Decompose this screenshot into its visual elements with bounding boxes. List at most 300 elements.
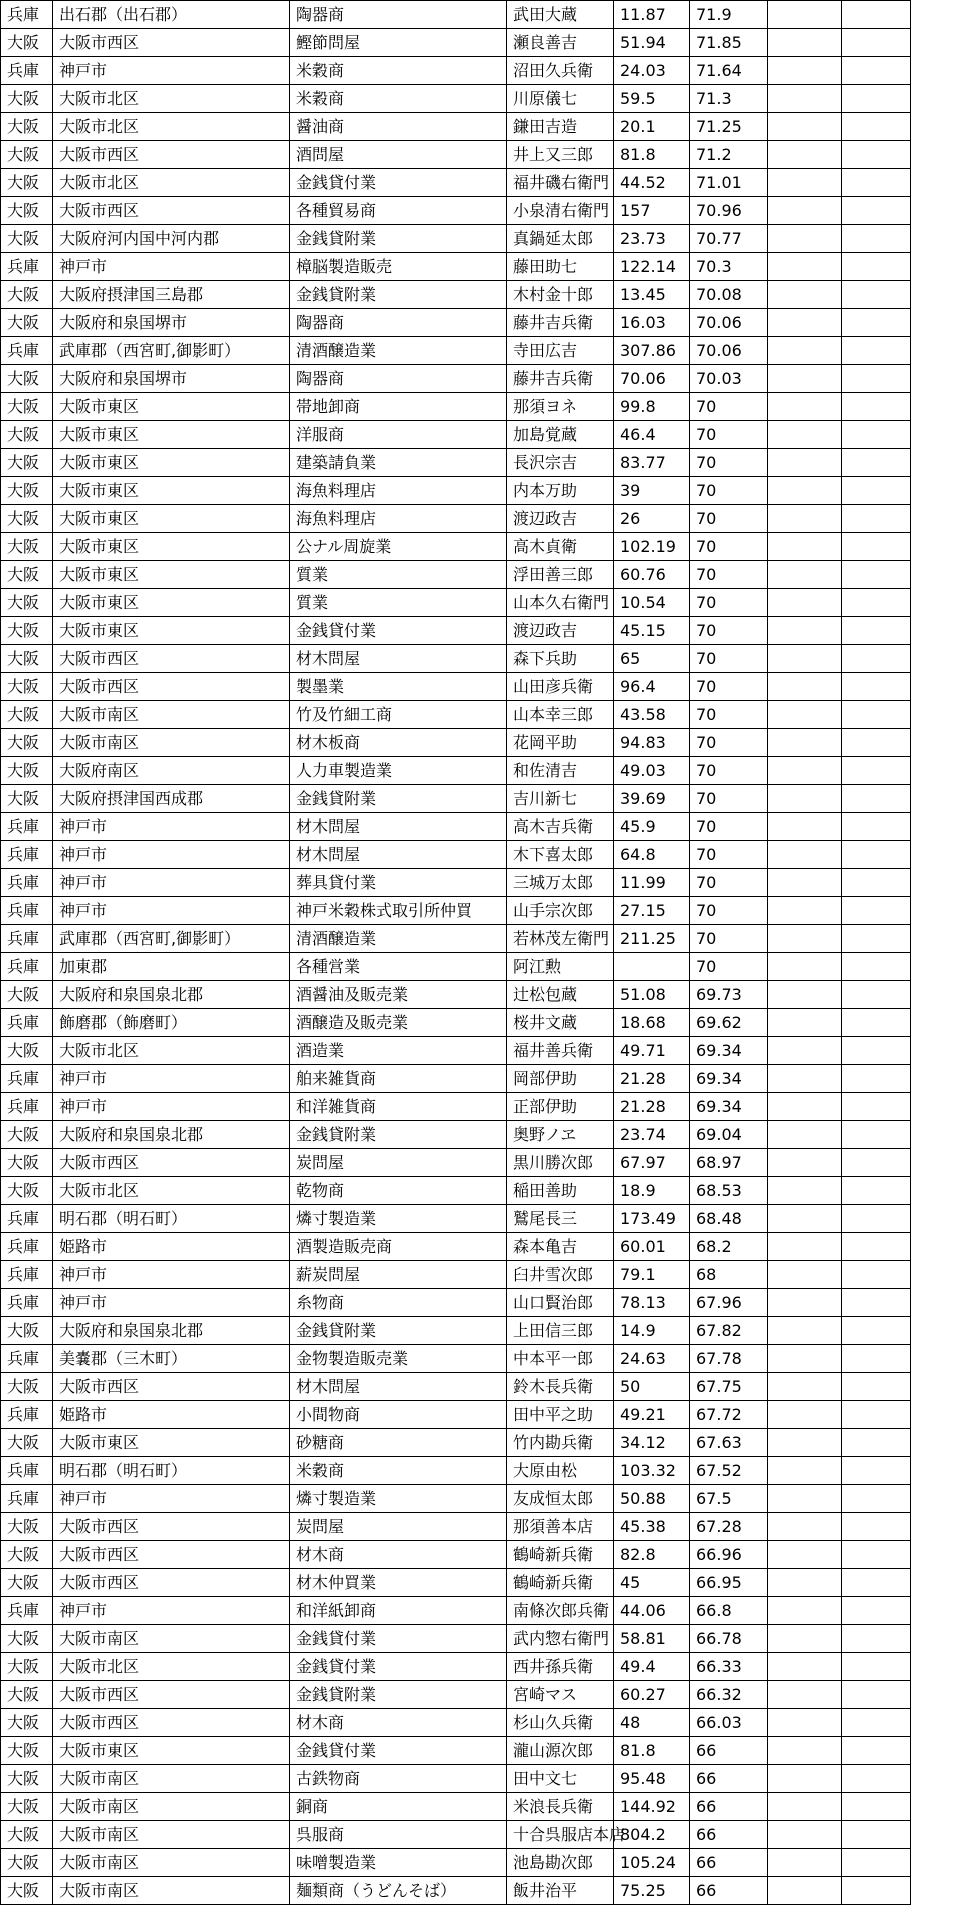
table-row — [1, 1, 911, 29]
score-cell: 70 — [690, 701, 768, 729]
prefecture-cell: 大阪 — [1, 365, 53, 393]
score-cell: 67.96 — [690, 1289, 768, 1317]
district-cell: 大阪市南区 — [53, 1793, 290, 1821]
value-cell: 144.92 — [614, 1793, 690, 1821]
empty-cell — [842, 1597, 911, 1625]
person-name-cell: 藤井吉兵衛 — [507, 365, 614, 393]
person-name-cell: 西井孫兵衛 — [507, 1653, 614, 1681]
score-cell: 69.34 — [690, 1093, 768, 1121]
value-cell: 81.8 — [614, 141, 690, 169]
empty-cell — [768, 897, 842, 925]
district-cell: 大阪市北区 — [53, 113, 290, 141]
empty-cell — [768, 1793, 842, 1821]
person-name-cell: 鷲尾長三 — [507, 1205, 614, 1233]
empty-cell — [842, 1149, 911, 1177]
prefecture-cell: 大阪 — [1, 1821, 53, 1849]
prefecture-cell: 兵庫 — [1, 1, 53, 29]
score-cell: 70.77 — [690, 225, 768, 253]
table-row — [1, 169, 911, 197]
person-name-cell: 藤井吉兵衛 — [507, 309, 614, 337]
business-cell: 金銭貸付業 — [290, 169, 507, 197]
person-name-cell: 寺田広吉 — [507, 337, 614, 365]
person-name-cell: 木村金十郎 — [507, 281, 614, 309]
empty-cell — [842, 1233, 911, 1261]
business-cell: 酒醸造及販売業 — [290, 1009, 507, 1037]
score-cell: 67.52 — [690, 1457, 768, 1485]
table-row — [1, 533, 911, 561]
value-cell: 75.25 — [614, 1877, 690, 1905]
empty-cell — [768, 505, 842, 533]
score-cell: 70.08 — [690, 281, 768, 309]
value-cell: 10.54 — [614, 589, 690, 617]
table-row — [1, 1177, 911, 1205]
value-cell: 50.88 — [614, 1485, 690, 1513]
person-name-cell: 中本平一郎 — [507, 1345, 614, 1373]
person-name-cell: 宮崎マス — [507, 1681, 614, 1709]
person-name-cell: 浮田善三郎 — [507, 561, 614, 589]
district-cell: 神戸市 — [53, 897, 290, 925]
value-cell: 24.03 — [614, 57, 690, 85]
empty-cell — [842, 869, 911, 897]
business-cell: 製墨業 — [290, 673, 507, 701]
district-cell: 大阪市東区 — [53, 1737, 290, 1765]
prefecture-cell: 大阪 — [1, 1765, 53, 1793]
score-cell: 69.62 — [690, 1009, 768, 1037]
person-name-cell: 米浪長兵衛 — [507, 1793, 614, 1821]
district-cell: 大阪府和泉国堺市 — [53, 365, 290, 393]
prefecture-cell: 大阪 — [1, 1513, 53, 1541]
empty-cell — [842, 1037, 911, 1065]
table-row — [1, 1821, 911, 1849]
value-cell: 70.06 — [614, 365, 690, 393]
prefecture-cell: 兵庫 — [1, 1205, 53, 1233]
value-cell: 34.12 — [614, 1429, 690, 1457]
person-name-cell: 田中平之助 — [507, 1401, 614, 1429]
empty-cell — [768, 1541, 842, 1569]
empty-cell — [842, 1261, 911, 1289]
district-cell: 大阪市西区 — [53, 1373, 290, 1401]
district-cell: 大阪市東区 — [53, 617, 290, 645]
district-cell: 大阪市南区 — [53, 1849, 290, 1877]
table-row — [1, 309, 911, 337]
score-cell: 68.97 — [690, 1149, 768, 1177]
business-cell: 乾物商 — [290, 1177, 507, 1205]
district-cell: 神戸市 — [53, 1093, 290, 1121]
district-cell: 神戸市 — [53, 1597, 290, 1625]
person-name-cell: 桜井文蔵 — [507, 1009, 614, 1037]
district-cell: 大阪市西区 — [53, 197, 290, 225]
prefecture-cell: 大阪 — [1, 85, 53, 113]
prefecture-cell: 兵庫 — [1, 925, 53, 953]
value-cell: 78.13 — [614, 1289, 690, 1317]
prefecture-cell: 兵庫 — [1, 1261, 53, 1289]
score-cell: 71.9 — [690, 1, 768, 29]
business-cell: 舶来雑貨商 — [290, 1065, 507, 1093]
person-name-cell: 山本幸三郎 — [507, 701, 614, 729]
business-cell: 神戸米穀株式取引所仲買 — [290, 897, 507, 925]
district-cell: 大阪市西区 — [53, 141, 290, 169]
business-cell: 金銭貸付業 — [290, 1737, 507, 1765]
table-row — [1, 757, 911, 785]
score-cell: 69.34 — [690, 1037, 768, 1065]
empty-cell — [768, 1093, 842, 1121]
business-cell: 海魚料理店 — [290, 477, 507, 505]
empty-cell — [842, 169, 911, 197]
score-cell: 70.96 — [690, 197, 768, 225]
empty-cell — [768, 673, 842, 701]
business-cell: 醤油商 — [290, 113, 507, 141]
prefecture-cell: 大阪 — [1, 673, 53, 701]
prefecture-cell: 兵庫 — [1, 57, 53, 85]
empty-cell — [842, 813, 911, 841]
prefecture-cell: 兵庫 — [1, 1233, 53, 1261]
table-row — [1, 925, 911, 953]
score-cell: 70.06 — [690, 337, 768, 365]
empty-cell — [842, 841, 911, 869]
business-cell: 金銭貸附業 — [290, 785, 507, 813]
value-cell: 27.15 — [614, 897, 690, 925]
empty-cell — [842, 729, 911, 757]
value-cell: 23.73 — [614, 225, 690, 253]
table-row — [1, 1709, 911, 1737]
district-cell: 神戸市 — [53, 253, 290, 281]
district-cell: 大阪市西区 — [53, 1541, 290, 1569]
empty-cell — [768, 1317, 842, 1345]
table-row — [1, 1569, 911, 1597]
business-cell: 炭問屋 — [290, 1149, 507, 1177]
prefecture-cell: 兵庫 — [1, 1065, 53, 1093]
business-cell: 清酒醸造業 — [290, 925, 507, 953]
score-cell: 66.8 — [690, 1597, 768, 1625]
value-cell: 49.21 — [614, 1401, 690, 1429]
business-cell: 建築請負業 — [290, 449, 507, 477]
district-cell: 神戸市 — [53, 57, 290, 85]
value-cell: 45.38 — [614, 1513, 690, 1541]
table-row — [1, 1317, 911, 1345]
value-cell: 173.49 — [614, 1205, 690, 1233]
business-cell: 酒製造販売商 — [290, 1233, 507, 1261]
score-cell: 70.03 — [690, 365, 768, 393]
business-cell: 燐寸製造業 — [290, 1205, 507, 1233]
business-cell: 金銭貸付業 — [290, 1653, 507, 1681]
table-row — [1, 1793, 911, 1821]
score-cell: 67.78 — [690, 1345, 768, 1373]
score-cell: 69.04 — [690, 1121, 768, 1149]
score-cell: 67.82 — [690, 1317, 768, 1345]
business-cell: 材木商 — [290, 1709, 507, 1737]
value-cell: 51.94 — [614, 29, 690, 57]
empty-cell — [842, 1625, 911, 1653]
business-cell: 和洋雑貨商 — [290, 1093, 507, 1121]
empty-cell — [768, 1457, 842, 1485]
person-name-cell: 三城万太郎 — [507, 869, 614, 897]
empty-cell — [768, 1037, 842, 1065]
table-row — [1, 337, 911, 365]
score-cell: 70 — [690, 505, 768, 533]
prefecture-cell: 大阪 — [1, 1317, 53, 1345]
value-cell — [614, 953, 690, 981]
district-cell: 大阪市東区 — [53, 1429, 290, 1457]
person-name-cell: 若林茂左衛門 — [507, 925, 614, 953]
value-cell: 16.03 — [614, 309, 690, 337]
business-cell: 金銭貸附業 — [290, 225, 507, 253]
empty-cell — [842, 477, 911, 505]
prefecture-cell: 大阪 — [1, 1625, 53, 1653]
person-name-cell: 那須善本店 — [507, 1513, 614, 1541]
person-name-cell: 福井善兵衛 — [507, 1037, 614, 1065]
business-cell: 樟脳製造販売 — [290, 253, 507, 281]
person-name-cell: 藤田助七 — [507, 253, 614, 281]
person-name-cell: 鶴崎新兵衛 — [507, 1541, 614, 1569]
empty-cell — [768, 337, 842, 365]
empty-cell — [768, 757, 842, 785]
district-cell: 大阪市北区 — [53, 1177, 290, 1205]
business-cell: 米穀商 — [290, 57, 507, 85]
empty-cell — [842, 449, 911, 477]
empty-cell — [842, 589, 911, 617]
value-cell: 102.19 — [614, 533, 690, 561]
table-row — [1, 421, 911, 449]
business-cell: 銅商 — [290, 1793, 507, 1821]
district-cell: 大阪府河内国中河内郡 — [53, 225, 290, 253]
empty-cell — [842, 1373, 911, 1401]
person-name-cell: 友成恒太郎 — [507, 1485, 614, 1513]
person-name-cell: 小泉清右衛門 — [507, 197, 614, 225]
score-cell: 70 — [690, 645, 768, 673]
value-cell: 99.8 — [614, 393, 690, 421]
prefecture-cell: 大阪 — [1, 617, 53, 645]
empty-cell — [768, 1009, 842, 1037]
score-cell: 71.25 — [690, 113, 768, 141]
prefecture-cell: 大阪 — [1, 645, 53, 673]
empty-cell — [768, 1261, 842, 1289]
empty-cell — [842, 1345, 911, 1373]
business-cell: 材木問屋 — [290, 841, 507, 869]
empty-cell — [768, 1429, 842, 1457]
empty-cell — [768, 1513, 842, 1541]
empty-cell — [842, 925, 911, 953]
district-cell: 大阪市東区 — [53, 589, 290, 617]
prefecture-cell: 大阪 — [1, 281, 53, 309]
person-name-cell: 鈴木長兵衛 — [507, 1373, 614, 1401]
district-cell: 神戸市 — [53, 1261, 290, 1289]
value-cell: 51.08 — [614, 981, 690, 1009]
table-row — [1, 1681, 911, 1709]
empty-cell — [842, 505, 911, 533]
empty-cell — [842, 1821, 911, 1849]
table-row — [1, 1877, 911, 1905]
person-name-cell: 沼田久兵衛 — [507, 57, 614, 85]
business-cell: 各種貿易商 — [290, 197, 507, 225]
prefecture-cell: 大阪 — [1, 1429, 53, 1457]
empty-cell — [842, 1737, 911, 1765]
district-cell: 大阪市南区 — [53, 1625, 290, 1653]
empty-cell — [768, 561, 842, 589]
business-cell: 麺類商（うどんそば） — [290, 1877, 507, 1905]
empty-cell — [842, 1429, 911, 1457]
score-cell: 69.73 — [690, 981, 768, 1009]
score-cell: 68 — [690, 1261, 768, 1289]
business-cell: 海魚料理店 — [290, 505, 507, 533]
district-cell: 加東郡 — [53, 953, 290, 981]
empty-cell — [768, 1821, 842, 1849]
empty-cell — [768, 645, 842, 673]
empty-cell — [768, 1737, 842, 1765]
table-row — [1, 1541, 911, 1569]
prefecture-cell: 兵庫 — [1, 869, 53, 897]
value-cell: 50 — [614, 1373, 690, 1401]
business-cell: 金物製造販売業 — [290, 1345, 507, 1373]
score-cell: 70 — [690, 673, 768, 701]
empty-cell — [842, 757, 911, 785]
business-cell: 材木板商 — [290, 729, 507, 757]
table-row — [1, 785, 911, 813]
district-cell: 大阪府和泉国堺市 — [53, 309, 290, 337]
business-cell: 炭問屋 — [290, 1513, 507, 1541]
business-cell: 公ナル周旋業 — [290, 533, 507, 561]
empty-cell — [768, 421, 842, 449]
score-cell: 66.95 — [690, 1569, 768, 1597]
table-row — [1, 1765, 911, 1793]
empty-cell — [768, 1121, 842, 1149]
empty-cell — [768, 85, 842, 113]
table-row — [1, 981, 911, 1009]
prefecture-cell: 大阪 — [1, 1709, 53, 1737]
business-cell: 燐寸製造業 — [290, 1485, 507, 1513]
table-row — [1, 897, 911, 925]
business-cell: 材木問屋 — [290, 645, 507, 673]
prefecture-cell: 大阪 — [1, 225, 53, 253]
district-cell: 大阪府和泉国泉北郡 — [53, 981, 290, 1009]
table-row — [1, 477, 911, 505]
empty-cell — [842, 1065, 911, 1093]
person-name-cell: 森下兵助 — [507, 645, 614, 673]
district-cell: 武庫郡（西宮町,御影町） — [53, 925, 290, 953]
table-row — [1, 1121, 911, 1149]
empty-cell — [842, 1205, 911, 1233]
person-name-cell: 那須ヨネ — [507, 393, 614, 421]
empty-cell — [768, 309, 842, 337]
empty-cell — [842, 29, 911, 57]
score-cell: 70 — [690, 729, 768, 757]
table-row — [1, 225, 911, 253]
prefecture-cell: 大阪 — [1, 393, 53, 421]
person-name-cell: 竹内勘兵衛 — [507, 1429, 614, 1457]
score-cell: 70 — [690, 841, 768, 869]
prefecture-cell: 大阪 — [1, 1569, 53, 1597]
empty-cell — [768, 1289, 842, 1317]
person-name-cell: 辻松包蔵 — [507, 981, 614, 1009]
business-cell: 陶器商 — [290, 365, 507, 393]
prefecture-cell: 大阪 — [1, 1681, 53, 1709]
person-name-cell: 長沢宗吉 — [507, 449, 614, 477]
value-cell: 95.48 — [614, 1765, 690, 1793]
business-cell: 呉服商 — [290, 1821, 507, 1849]
district-cell: 飾磨郡（飾磨町） — [53, 1009, 290, 1037]
empty-cell — [842, 1513, 911, 1541]
score-cell: 71.01 — [690, 169, 768, 197]
district-cell: 大阪市西区 — [53, 1513, 290, 1541]
district-cell: 大阪府摂津国三島郡 — [53, 281, 290, 309]
empty-cell — [842, 1485, 911, 1513]
table-row — [1, 1009, 911, 1037]
district-cell: 神戸市 — [53, 1485, 290, 1513]
prefecture-cell: 大阪 — [1, 1149, 53, 1177]
district-cell: 大阪市東区 — [53, 449, 290, 477]
score-cell: 66.78 — [690, 1625, 768, 1653]
district-cell: 出石郡（出石郡） — [53, 1, 290, 29]
district-cell: 大阪市北区 — [53, 169, 290, 197]
table-row — [1, 729, 911, 757]
table-row — [1, 813, 911, 841]
value-cell: 14.9 — [614, 1317, 690, 1345]
business-cell: 糸物商 — [290, 1289, 507, 1317]
business-cell: 酒問屋 — [290, 141, 507, 169]
score-cell: 71.2 — [690, 141, 768, 169]
empty-cell — [768, 1681, 842, 1709]
score-cell: 66 — [690, 1821, 768, 1849]
business-cell: 薪炭問屋 — [290, 1261, 507, 1289]
table-body — [1, 1, 911, 1905]
table-row — [1, 57, 911, 85]
person-name-cell: 森本亀吉 — [507, 1233, 614, 1261]
empty-cell — [842, 1, 911, 29]
business-cell: 帯地卸商 — [290, 393, 507, 421]
district-cell: 大阪市西区 — [53, 29, 290, 57]
table-row — [1, 253, 911, 281]
prefecture-cell: 兵庫 — [1, 1457, 53, 1485]
value-cell: 94.83 — [614, 729, 690, 757]
prefecture-cell: 大阪 — [1, 1121, 53, 1149]
business-cell: 質業 — [290, 589, 507, 617]
person-name-cell: 武内惣右衛門 — [507, 1625, 614, 1653]
score-cell: 66 — [690, 1877, 768, 1905]
score-cell: 70 — [690, 869, 768, 897]
score-cell: 67.72 — [690, 1401, 768, 1429]
table-row — [1, 1373, 911, 1401]
table-row — [1, 645, 911, 673]
empty-cell — [768, 1569, 842, 1597]
empty-cell — [842, 1793, 911, 1821]
business-cell: 金銭貸付業 — [290, 1625, 507, 1653]
person-name-cell: 南條次郎兵衛 — [507, 1597, 614, 1625]
empty-cell — [842, 617, 911, 645]
district-cell: 大阪府南区 — [53, 757, 290, 785]
value-cell: 60.27 — [614, 1681, 690, 1709]
empty-cell — [768, 477, 842, 505]
empty-cell — [768, 1597, 842, 1625]
district-cell: 大阪市東区 — [53, 505, 290, 533]
business-cell: 金銭貸附業 — [290, 281, 507, 309]
district-cell: 神戸市 — [53, 869, 290, 897]
district-cell: 大阪市北区 — [53, 1653, 290, 1681]
value-cell: 44.52 — [614, 169, 690, 197]
value-cell: 39.69 — [614, 785, 690, 813]
person-name-cell: 真鍋延太郎 — [507, 225, 614, 253]
table-row — [1, 1653, 911, 1681]
district-cell: 武庫郡（西宮町,御影町） — [53, 337, 290, 365]
value-cell: 11.99 — [614, 869, 690, 897]
empty-cell — [842, 1709, 911, 1737]
prefecture-cell: 大阪 — [1, 1849, 53, 1877]
score-cell: 67.5 — [690, 1485, 768, 1513]
district-cell: 明石郡（明石町） — [53, 1457, 290, 1485]
empty-cell — [842, 393, 911, 421]
value-cell: 64.8 — [614, 841, 690, 869]
empty-cell — [768, 1149, 842, 1177]
table-row — [1, 365, 911, 393]
value-cell: 81.8 — [614, 1737, 690, 1765]
